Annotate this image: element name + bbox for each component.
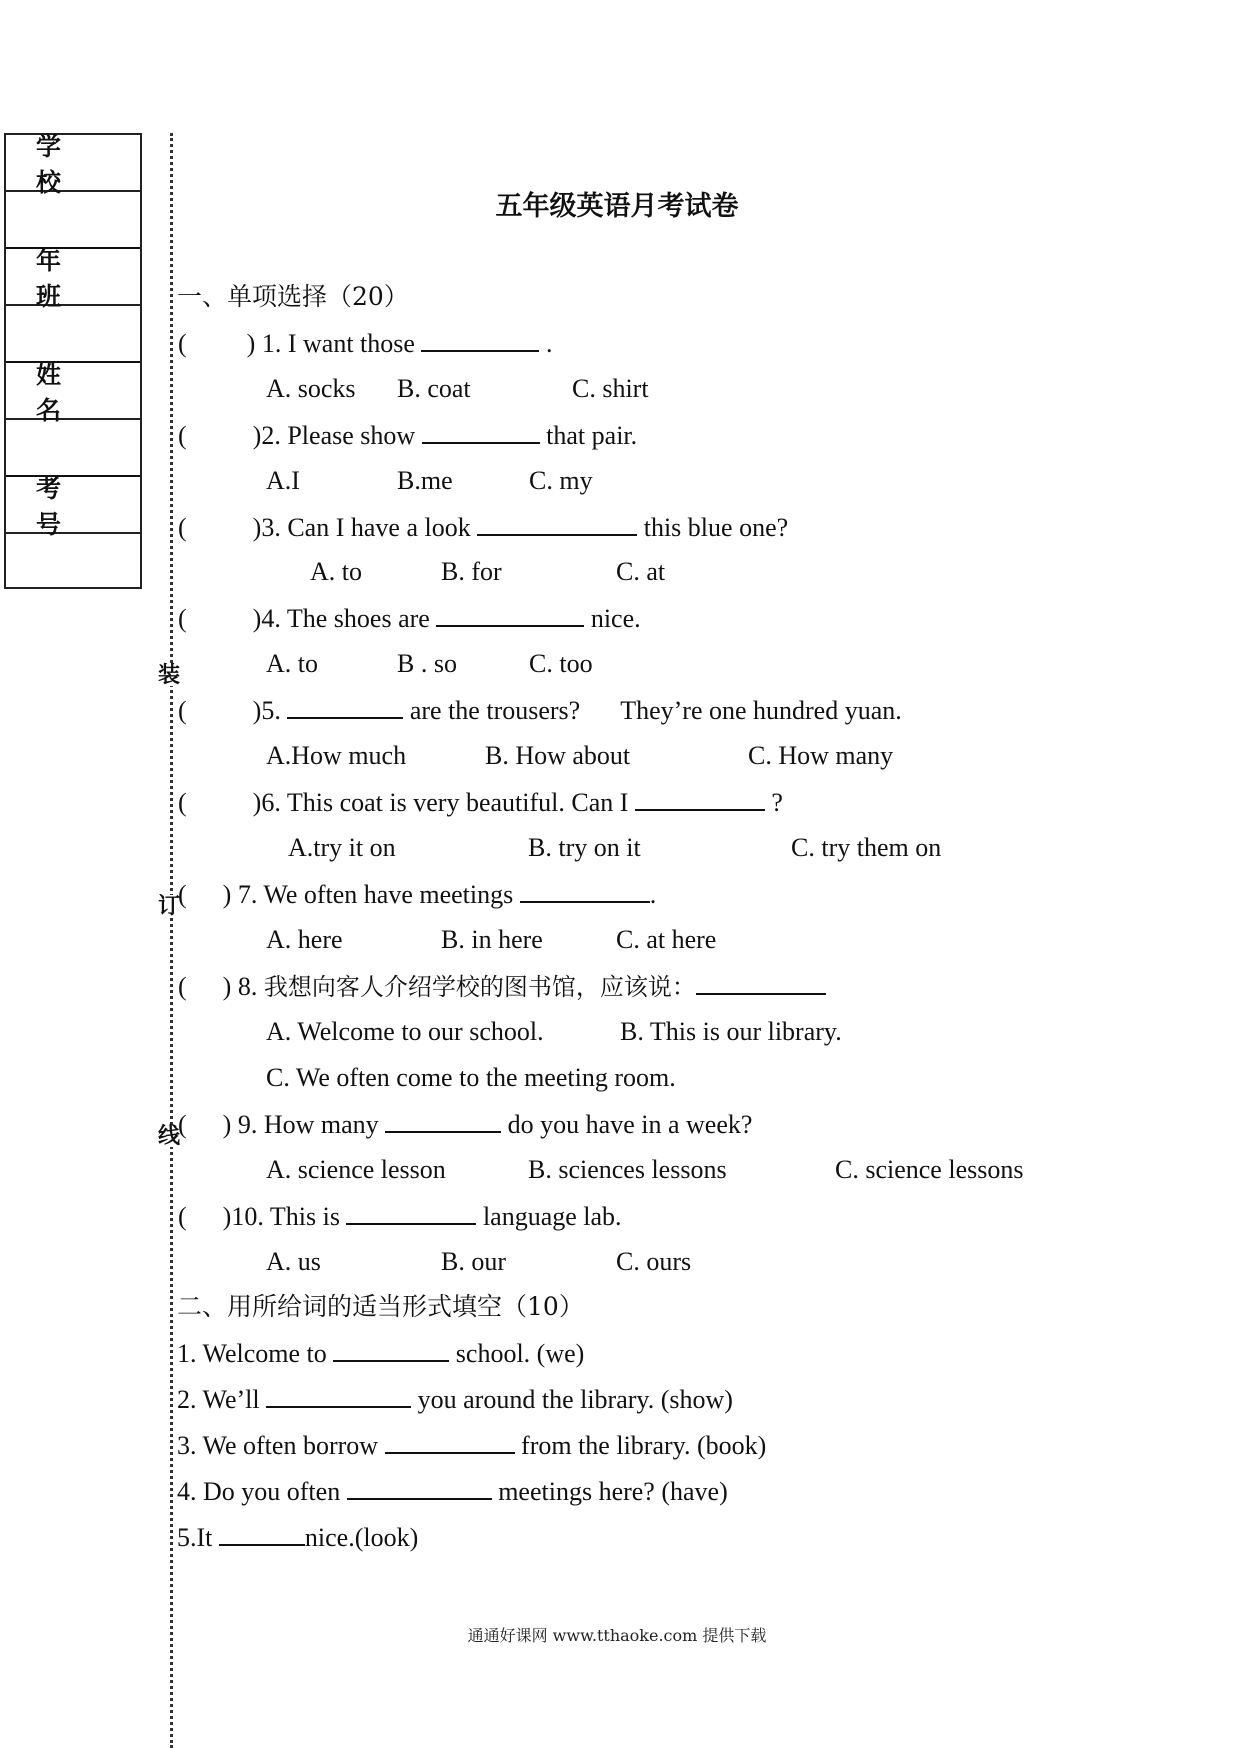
question-number: 10. (231, 1202, 264, 1231)
question-4: ( )4. The shoes are nice. (178, 604, 641, 633)
question-text-after: are the trousers? (409, 696, 581, 725)
fill-item-text-after: meetings here? (have) (498, 1477, 728, 1506)
fill-item-text: 3. We often borrow (177, 1431, 379, 1460)
fill-item-text-after: from the library. (book) (521, 1431, 767, 1460)
option-a[interactable]: A. science lesson (266, 1155, 446, 1184)
question-5: ( )5. are the trousers? They’re one hundred yuan. (178, 696, 902, 725)
option-c[interactable]: C. at here (616, 925, 717, 954)
fill-blank[interactable] (635, 789, 765, 811)
question-number: 7. (237, 880, 258, 909)
fill-blank[interactable] (385, 1432, 515, 1454)
fill-item-4 (177, 1478, 728, 1505)
question-6: ( )6. This coat is very beautiful. Can I ? (178, 788, 783, 817)
question-number: 9. (237, 1110, 258, 1139)
option-a[interactable]: A.How much (266, 741, 407, 770)
option-a[interactable]: A.try it on (288, 833, 396, 862)
question-text: I want those (287, 329, 415, 358)
fill-item-text: 1. Welcome to (177, 1339, 327, 1368)
question-text-after: . (649, 880, 657, 909)
question-text-after: nice. (590, 604, 641, 633)
question-text: Can I have a look (287, 513, 471, 542)
question-text: We often have meetings (263, 880, 514, 909)
question-number: 2. (261, 421, 281, 450)
fill-item-text: 2. We’ll (177, 1385, 260, 1414)
binding-mark-ding: 订 (158, 893, 181, 919)
footer-credit: 通通好课网 www.tthaoke.com 提供下载 (467, 1626, 767, 1645)
question-text: The shoes are (286, 604, 430, 633)
option-b[interactable]: B. sciences lessons (528, 1155, 727, 1184)
option-c[interactable]: C. How many (748, 741, 894, 770)
fill-blank[interactable] (696, 973, 826, 995)
question-number: 1. (261, 329, 282, 358)
question-text: This is (269, 1202, 340, 1231)
question-text-after: . (545, 329, 553, 358)
question-9: ( ) 9. How many do you have in a week? (178, 1110, 753, 1139)
section2-heading: 二、用所给词的适当形式填空（10） (177, 1292, 584, 1321)
fill-blank[interactable] (520, 881, 650, 903)
fill-item-3 (177, 1432, 766, 1459)
option-c[interactable]: C. too (529, 649, 593, 678)
fill-blank[interactable] (287, 697, 403, 719)
option-c[interactable]: C. try them on (791, 833, 942, 862)
question-number: 4. (261, 604, 281, 633)
fill-item-5 (177, 1524, 418, 1551)
question-answer-text: They’re one hundred yuan. (620, 696, 902, 725)
fill-blank[interactable] (347, 1478, 492, 1500)
question-text-after: language lab. (482, 1202, 622, 1231)
binding-mark-zhuang: 装 (158, 662, 181, 688)
fill-item-text-after: school. (we) (455, 1339, 585, 1368)
fill-blank[interactable] (477, 514, 637, 536)
option-a[interactable]: A. here (266, 925, 343, 954)
option-a[interactable]: A. to (310, 557, 362, 586)
question-number: 6. (261, 788, 281, 817)
exam-number-label: 考号 (6, 477, 140, 534)
option-b[interactable]: B. coat (397, 374, 471, 403)
option-c[interactable]: C. shirt (572, 374, 649, 403)
question-text-after: ? (771, 788, 783, 817)
question-3: ( )3. Can I have a look this blue one? (178, 513, 789, 542)
option-b[interactable]: B. This is our library. (620, 1017, 842, 1046)
fill-blank[interactable] (346, 1203, 476, 1225)
question-8: ( ) 8. 我想向客人介绍学校的图书馆，应该说： (178, 973, 826, 1000)
page-title-text: 五年级英语月考试卷 (495, 191, 739, 222)
fill-blank[interactable] (422, 422, 540, 444)
name-label: 姓名 (6, 363, 140, 420)
option-b[interactable]: B. for (441, 557, 502, 586)
fill-blank[interactable] (421, 330, 539, 352)
option-b[interactable]: B . so (397, 649, 457, 678)
fill-item-text: 5.It (177, 1523, 213, 1552)
fill-item-text-after: you around the library. (show) (417, 1385, 733, 1414)
option-b[interactable]: B. try on it (528, 833, 641, 862)
grade-class-label: 年班 (6, 249, 140, 306)
option-c[interactable]: C. my (529, 466, 593, 495)
question-text: 我想向客人介绍学校的图书馆，应该说： (263, 973, 696, 1001)
option-b[interactable]: B. our (441, 1247, 506, 1276)
question-text-after: this blue one? (643, 513, 789, 542)
option-c[interactable]: C. ours (616, 1247, 692, 1276)
binding-line (170, 133, 173, 1748)
option-b[interactable]: B.me (397, 466, 453, 495)
fill-item-1 (177, 1340, 584, 1367)
question-text-after: that pair. (546, 421, 638, 450)
question-text: Please show (287, 421, 416, 450)
fill-blank[interactable] (219, 1524, 305, 1546)
fill-blank[interactable] (436, 605, 584, 627)
option-c[interactable]: C. science lessons (835, 1155, 1024, 1184)
school-label: 学校 (6, 135, 140, 192)
option-a[interactable]: A. to (266, 649, 318, 678)
fill-item-text: 4. Do you often (177, 1477, 341, 1506)
option-b[interactable]: B. in here (441, 925, 543, 954)
question-1: ( ) 1. I want those . (178, 329, 553, 358)
option-b[interactable]: B. How about (485, 741, 631, 770)
fill-item-2 (177, 1386, 733, 1413)
option-c[interactable]: C. at (616, 557, 666, 586)
fill-item-text-after: nice.(look) (304, 1523, 419, 1552)
fill-blank[interactable] (266, 1386, 411, 1408)
question-number: 5. (261, 696, 281, 725)
binding-mark-xian: 线 (158, 1123, 181, 1149)
question-text-after: do you have in a week? (507, 1110, 753, 1139)
fill-blank[interactable] (333, 1340, 449, 1362)
fill-blank[interactable] (385, 1111, 501, 1133)
option-a[interactable]: A. socks (266, 374, 356, 403)
question-10: ( )10. This is language lab. (178, 1202, 622, 1231)
option-a[interactable]: A. us (266, 1247, 321, 1276)
question-text: This coat is very beautiful. Can I (286, 788, 629, 817)
question-number: 3. (261, 513, 281, 542)
page-title (0, 184, 1234, 223)
option-c[interactable]: C. We often come to the meeting room. (266, 1063, 676, 1092)
section1-heading: 一、单项选择（20） (177, 282, 409, 311)
exam-number-field[interactable] (6, 534, 140, 587)
option-a[interactable]: A.I (266, 466, 300, 495)
question-number: 8. (237, 972, 258, 1001)
question-2: ( )2. Please show that pair. (178, 421, 638, 450)
question-7: ( ) 7. We often have meetings . (178, 880, 657, 909)
question-text: How many (263, 1110, 379, 1139)
option-a[interactable]: A. Welcome to our school. (266, 1017, 544, 1046)
